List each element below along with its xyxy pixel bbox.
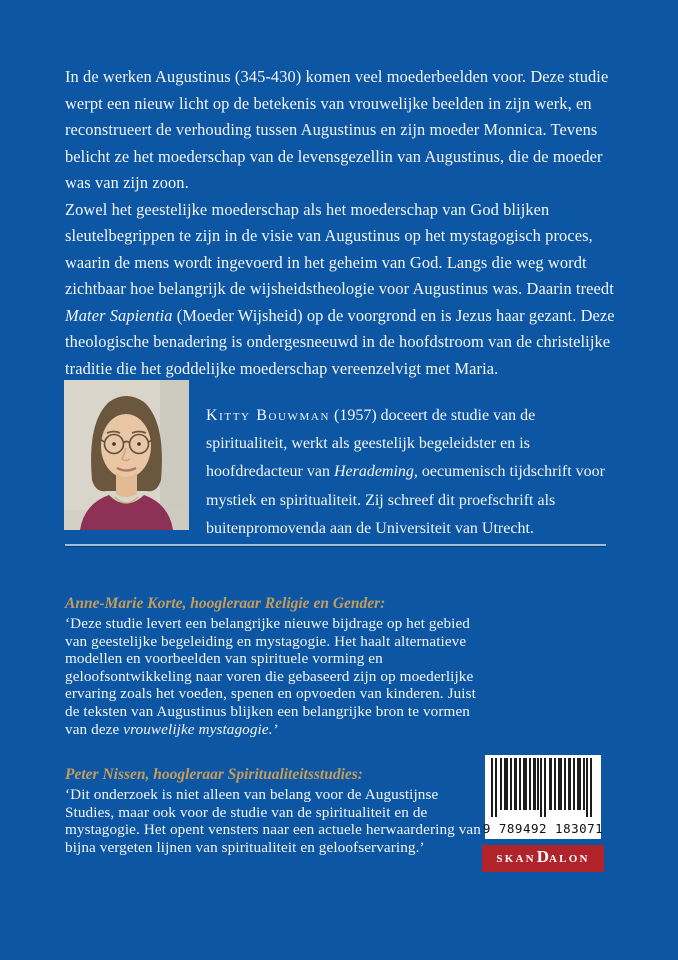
latin-term-italic: Mater Sapientia [65,305,173,325]
author-portrait-illustration [64,380,189,530]
author-bio-tail: , oecumenisch tijdschrift voor mystiek en spiritualiteit. Zij schreef dit proefschrift als buitenpromovenda aan de Universiteit van Utrecht. [206,463,605,537]
synopsis-paragraph-2-text: Zowel het geestelijke moederschap als het moederschap van God blijken sleutelbegrippen te zijn in de visie van Augustinus op het mystagogisch proces, waarin de mens wordt ingevoerd in het geheim van God. Langs die weg wordt zichtbaar hoe belangrijk de wijsheidstheologie voor Augustinus was. Daarin treedt [65,199,614,298]
author-bio [206,380,614,543]
synopsis-paragraph-1: In de werken Augustinus (345-430) komen veel moederbeelden voor. Deze studie werpt een nieuw licht op de betekenis van vrouwelijke beelden in zijn werk, en reconstrueert de verhouding tussen Augustinus en zijn moeder Monnica. Tevens belicht ze het moederschap van de levensgezellin van Augustinus, die de moeder was van zijn zoon. [65,67,609,192]
synopsis-paragraph-2 [65,197,615,383]
endorsement-quote-text: ‘Deze studie levert een belangrijke nieuwe bijdrage op het gebied van geestelijke begeleiding en mystagogie. Het haalt alternatieve modellen en voorbeelden van spirituele vorming en geloofsontwikkeling naar voren die gebaseerd zijn op moederlijke ervaring zoals het voeden, spenen en opvoeden van kinderen. Juist de teksten van Augustinus blijken een belangrijke bron te vormen van deze [65,615,476,738]
author-bio-text: (1957) doceert de studie van de spiritualiteit, werkt als geestelijk begeleidster en is hoofdredacteur van [206,407,536,481]
synopsis [65,64,615,382]
barcode-bars-icon [485,755,601,817]
author-photo [64,380,189,530]
endorsement-korte [65,594,489,738]
author-section [64,380,614,543]
publisher-name-pre: SKAN [496,853,536,865]
publisher-name-d: D [536,847,550,866]
endorsement-quote [65,615,489,738]
barcode [482,755,604,839]
publisher-logo [482,845,604,872]
synopsis-paragraph-2-tail: (Moeder Wijsheid) op de voorgrond en is Jezus haar gezant. Deze theologische benadering is ondergesneeuwd in de hoofdstroom van de christelijke traditie die het goddelijke moederschap vereenzelvigt met Maria. [65,305,615,378]
publisher-name-post: ALON [549,853,590,865]
endorsement-quote-text: ‘Dit onderzoek is niet alleen van belang voor de Augustijnse Studies, maar ook voor de studie van de spiritualiteit en de mystagogie. Het opent vensters naar een actuele herwaardering van bijna vergeten lijnen van spiritualiteit en geloofservaring.’ [65,786,481,856]
endorsement-quote [65,786,489,856]
divider-rule [65,544,606,546]
quote-italic-term: vrouwelijke mystagogie.’ [123,720,278,738]
endorsement-nissen [65,765,489,856]
endorsement-attribution: Peter Nissen, hoogleraar Spiritualiteitsstudies: [65,766,363,783]
author-name: Kitty Bouwman [206,407,331,424]
isbn-number: 9 789492 183071 [482,820,604,836]
endorsement-attribution: Anne-Marie Korte, hoogleraar Religie en Gender: [65,595,386,612]
journal-title-italic: Herademing [333,463,414,481]
